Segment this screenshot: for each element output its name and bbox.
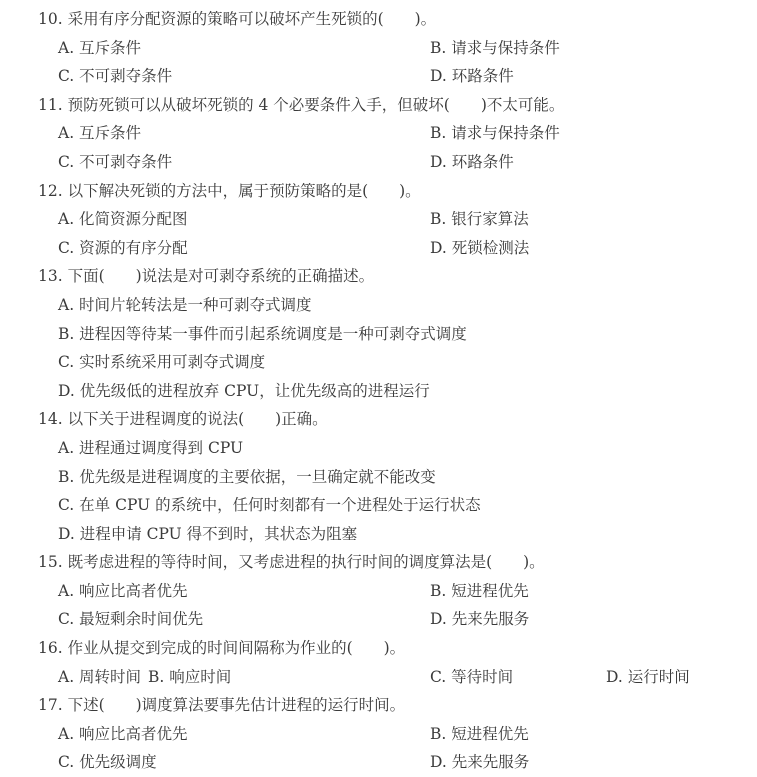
option-c: C. 不可剥夺条件 (58, 152, 173, 171)
option-b: B. 响应时间 (148, 667, 232, 686)
option-c: C. 实时系统采用可剥夺式调度 (58, 353, 266, 372)
option-d: D. 先来先服务 (430, 753, 530, 772)
option-c: C. 等待时间 (430, 667, 514, 686)
option-a: A. 时间片轮转法是一种可剥夺式调度 (58, 295, 312, 314)
option-a: A. 响应比高者优先 (58, 724, 188, 743)
exam-page (0, 5, 757, 777)
option-d: D. 环路条件 (430, 152, 514, 171)
option-b: B. 请求与保持条件 (430, 38, 560, 57)
option-c: C. 不可剥夺条件 (58, 67, 173, 86)
question-17-stem: 17. 下述( )调度算法要事先估计进程的运行时间。 (38, 696, 406, 715)
option-b: B. 短进程优先 (430, 581, 529, 600)
option-a: A. 周转时间 (58, 667, 142, 686)
question-11-stem: 11. 预防死锁可以从破坏死锁的 4 个必要条件入手，但破坏( )不太可能。 (38, 95, 565, 114)
question-12-stem: 12. 以下解决死锁的方法中，属于预防策略的是( )。 (38, 181, 421, 200)
option-b: B. 优先级是进程调度的主要依据，一旦确定就不能改变 (58, 467, 436, 486)
option-a: A. 互斥条件 (58, 38, 142, 57)
option-a: A. 进程通过调度得到 CPU (58, 438, 244, 457)
option-d: D. 先来先服务 (430, 610, 530, 629)
question-16-stem: 16. 作业从提交到完成的时间间隔称为作业的( )。 (38, 639, 406, 658)
option-a: A. 互斥条件 (58, 124, 142, 143)
option-c: C. 最短剩余时间优先 (58, 610, 204, 629)
option-d: D. 进程申请 CPU 得不到时，其状态为阻塞 (58, 524, 358, 543)
option-d: D. 优先级低的进程放弃 CPU，让优先级高的进程运行 (58, 381, 430, 400)
question-10-stem: 10. 采用有序分配资源的策略可以破坏产生死锁的( )。 (38, 10, 437, 28)
option-b: B. 短进程优先 (430, 724, 529, 743)
question-15-stem: 15. 既考虑进程的等待时间，又考虑进程的执行时间的调度算法是( )。 (38, 553, 545, 572)
option-d: D. 环路条件 (430, 67, 514, 86)
question-14-stem: 14. 以下关于进程调度的说法( )正确。 (38, 410, 328, 429)
option-a: A. 响应比高者优先 (58, 581, 188, 600)
option-d: D. 运行时间 (606, 667, 690, 686)
option-b: B. 进程因等待某一事件而引起系统调度是一种可剥夺式调度 (58, 324, 467, 343)
option-a: A. 化简资源分配图 (58, 210, 188, 229)
option-d: D. 死锁检测法 (430, 238, 530, 257)
option-b: B. 请求与保持条件 (430, 124, 560, 143)
option-c: C. 在单 CPU 的系统中，任何时刻都有一个进程处于运行状态 (58, 496, 481, 515)
question-13-stem: 13. 下面( )说法是对可剥夺系统的正确描述。 (38, 267, 375, 286)
option-c: C. 优先级调度 (58, 753, 157, 772)
option-b: B. 银行家算法 (430, 210, 529, 229)
option-c: C. 资源的有序分配 (58, 238, 188, 257)
